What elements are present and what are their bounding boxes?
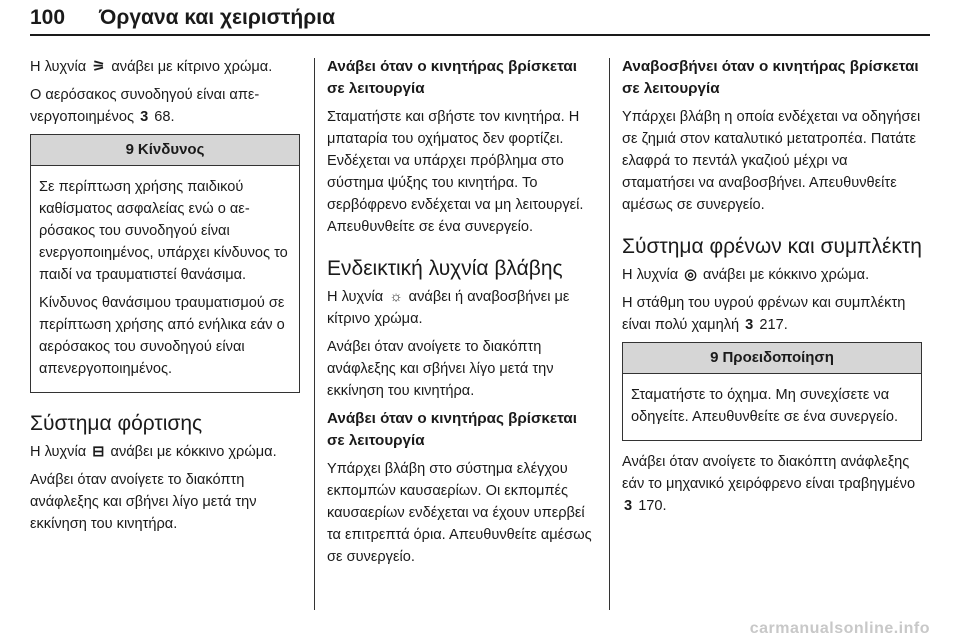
warning-triangle-icon: 9 xyxy=(125,141,134,158)
paragraph: Υπάρχει βλάβη η οποία ενδέχεται να οδηγήσει σε ζημιά στον καταλυτικό μετατροπέα. Πατάτε ελαφρά το πεντάλ γκαζιού μέχρι να σταματήσει να αναβοσβήνει. Απευθυνθείτε αμέσως σε συνεργείο. xyxy=(622,109,921,213)
warning-triangle-icon: 9 xyxy=(710,349,719,366)
page-reference-icon: 3 xyxy=(745,317,754,333)
subheading: Ανάβει όταν ο κινητήρας βρίσκεται σε λειτουργία xyxy=(327,58,577,97)
column-divider xyxy=(609,58,610,610)
engine-icon: ☼ xyxy=(389,289,403,305)
paragraph: Η λυχνία ⊟ ανάβει με κόκκινο χρώμα. xyxy=(30,441,300,463)
paragraph: Ανάβει όταν ανοίγετε το διακόπτη ανάφλεξης και σβήνει λίγο μετά την εκκίνηση του κινητήρα. xyxy=(30,472,257,532)
page-ref-link[interactable]: 170. xyxy=(638,498,667,514)
danger-text: Κίνδυνος θανάσιμου τραυματισμού σε περίπτωση χρήσης από ενήλικα εάν ο αερόσακος του συνοδηγού είναι απενεργοποιημένος. xyxy=(39,295,285,377)
paragraph: Η λυχνία ◎ ανάβει με κόκκινο χρώμα. xyxy=(622,264,922,286)
section-heading: Σύστημα φόρτισης xyxy=(30,412,203,435)
paragraph: Ανάβει όταν ανοίγετε το διακόπτη ανάφλεξης εάν το μηχανικό χειρόφρενο είναι τραβηγμένο 3 170. xyxy=(622,451,922,517)
notice-text: Σταματήστε το όχημα. Μη συνεχίσετε να οδηγείτε. Απευθυνθείτε σε ένα συνεργείο. xyxy=(631,387,899,425)
paragraph: Ο αερόσακος συνοδηγού είναι απενεργοποιημένος 3 68. xyxy=(30,84,300,128)
notice-box xyxy=(622,342,922,441)
danger-box-header: 9 Κίνδυνος xyxy=(31,135,299,166)
paragraph: Η λυχνία ⚞ ανάβει με κίτρινο χρώμα. xyxy=(30,56,300,78)
section-heading: Ενδεικτική λυχνία βλάβης xyxy=(327,257,563,280)
header-rule xyxy=(30,34,930,36)
paragraph: Σταματήστε και σβήστε τον κινητήρα. Η μπαταρία του οχήματος δεν φορτίζει. Ενδέχεται να υπάρχει πρόβλημα στο σύστημα ψύξης του κινητήρα. Το σερβόφρενο ενδέχεται να μη λειτουργεί. Απευθυνθείτε σε ένα συνεργείο. xyxy=(327,109,584,235)
page-header xyxy=(30,6,335,30)
notice-box-header: 9 Προειδοποίηση xyxy=(623,343,921,374)
page-ref-link[interactable]: 217. xyxy=(759,317,788,333)
airbag-off-icon: ⚞ xyxy=(92,59,106,75)
subheading: Ανάβει όταν ο κινητήρας βρίσκεται σε λειτουργία xyxy=(327,410,577,449)
page-title: Όργανα και χειριστήρια xyxy=(99,6,335,29)
page-reference-icon: 3 xyxy=(140,109,149,125)
column-3 xyxy=(622,56,922,523)
brake-icon: ◎ xyxy=(684,267,697,283)
section-heading: Σύστημα φρένων και συμπλέκτη xyxy=(622,235,922,258)
page-ref-link[interactable]: 68. xyxy=(154,109,175,125)
paragraph: Η λυχνία ☼ ανάβει ή αναβοσβήνει με κίτρινο χρώμα. xyxy=(327,286,595,330)
paragraph: Ανάβει όταν ανοίγετε το διακόπτη ανάφλεξης και σβήνει λίγο μετά την εκκίνηση του κινητήρα. xyxy=(327,339,554,399)
column-2 xyxy=(327,56,595,574)
watermark: carmanualsonline.info xyxy=(749,620,930,637)
battery-icon: ⊟ xyxy=(92,444,105,460)
paragraph: Η στάθμη του υγρού φρένων και συμπλέκτη είναι πολύ χαμηλή 3 217. xyxy=(622,292,922,336)
subheading: Αναβοσβήνει όταν ο κινητήρας βρίσκεται σε λειτουργία xyxy=(622,58,919,97)
danger-text: Σε περίπτωση χρήσης παιδικού καθίσματος ασφαλείας ενώ ο αερόσακος του συνοδηγού είναι ενεργοποιημένος, υπάρχει κίνδυνος το παιδί να τραυματιστεί θανάσιμα. xyxy=(39,179,288,283)
paragraph: Υπάρχει βλάβη στο σύστημα ελέγχου εκπομπών καυσαερίων. Οι εκπομπές καυσαερίων ενδέχεται να έχουν υπερβεί τα επιτρεπτά όρια. Απευθυνθείτε αμέσως σε συνεργείο. xyxy=(327,461,592,565)
page-reference-icon: 3 xyxy=(624,498,633,514)
column-divider xyxy=(314,58,315,610)
page-number: 100 xyxy=(30,6,66,29)
danger-box xyxy=(30,134,300,393)
column-1 xyxy=(30,56,300,541)
